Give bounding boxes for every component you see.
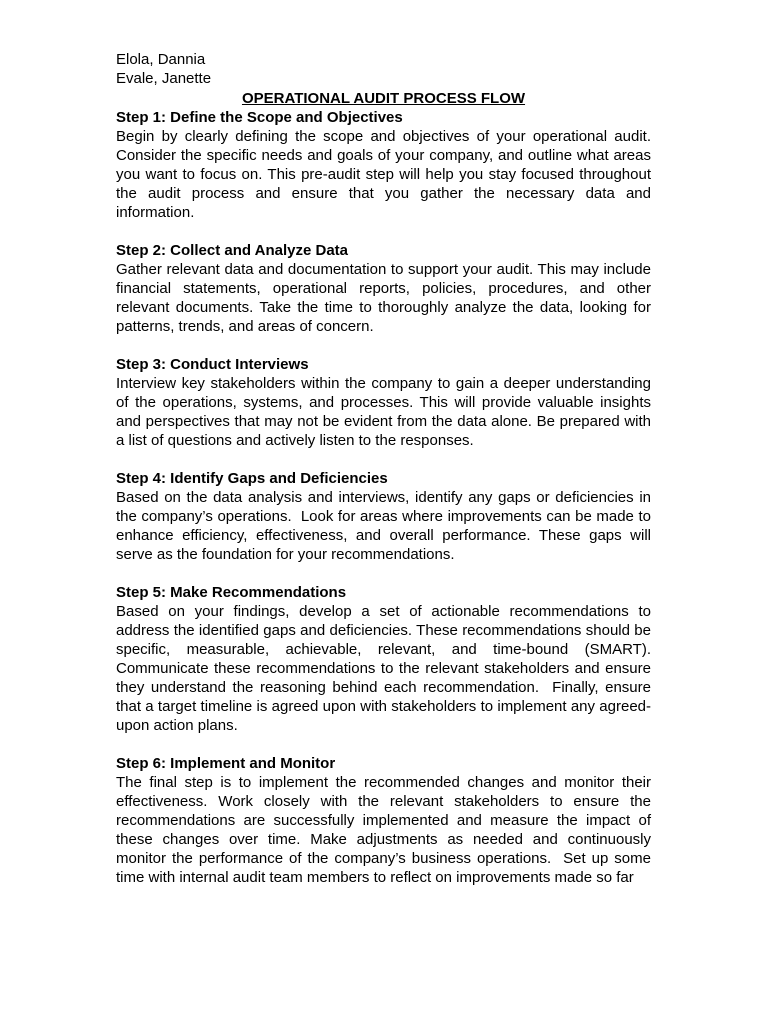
document-page bbox=[116, 50, 656, 906]
step-body: Based on your findings, develop a set of actionable recommendations to address the identified gaps and deficiencies. These recommendations should be specific, measurable, achievable, relevant, and time-bound (SMART). Communicate these recommendations to the relevant stakeholders and ensure they understand the reasoning behind each recommendation. Finally, ensure that a target timeline is agreed upon with stakeholders to implement any agreed-upon action plans. bbox=[116, 603, 656, 734]
step-section bbox=[116, 754, 656, 887]
author-name: Elola, Dannia bbox=[116, 51, 206, 68]
step-section bbox=[116, 241, 656, 336]
step-heading: Step 5: Make Recommendations bbox=[116, 584, 347, 601]
step-heading: Step 6: Implement and Monitor bbox=[116, 755, 336, 772]
step-heading: Step 2: Collect and Analyze Data bbox=[116, 242, 349, 259]
step-body: Gather relevant data and documentation to support your audit. This may include financial statements, operational reports, policies, procedures, and other relevant documents. Take the time to thoroughly analyze the data, looking for patterns, trends, and areas of concern. bbox=[116, 261, 656, 335]
document-title: OPERATIONAL AUDIT PROCESS FLOW bbox=[241, 90, 526, 107]
step-body: The final step is to implement the recommended changes and monitor their effectiveness. Work closely with the relevant stakeholders to ensure the recommendations are successfully implemented and measure the impact of these changes over time. Make adjustments as needed and continuously monitor the performance of the company’s business operations. Set up some time with internal audit team members to reflect on improvements made so far bbox=[116, 774, 656, 886]
author-name: Evale, Janette bbox=[116, 70, 212, 87]
step-body: Begin by clearly defining the scope and objectives of your operational audit. Consider the specific needs and goals of your company, and outline what areas you want to focus on. This pre-audit step will help you stay focused throughout the audit process and ensure that you gather the necessary data and information. bbox=[116, 128, 656, 221]
step-body: Interview key stakeholders within the company to gain a deeper understanding of the operations, systems, and processes. This will provide valuable insights and perspectives that may not be evident from the data alone. Be prepared with a list of questions and actively listen to the responses. bbox=[116, 375, 656, 449]
step-section bbox=[116, 108, 656, 222]
step-body: Based on the data analysis and interviews, identify any gaps or deficiencies in the company’s operations. Look for areas where improvements can be made to enhance efficiency, effectiveness, and overall performance. These gaps will serve as the foundation for your recommendations. bbox=[116, 489, 656, 563]
step-heading: Step 1: Define the Scope and Objectives bbox=[116, 109, 403, 126]
step-section bbox=[116, 583, 656, 735]
step-heading: Step 3: Conduct Interviews bbox=[116, 356, 309, 373]
step-section bbox=[116, 469, 656, 564]
step-heading: Step 4: Identify Gaps and Deficiencies bbox=[116, 470, 388, 487]
step-section bbox=[116, 355, 656, 450]
